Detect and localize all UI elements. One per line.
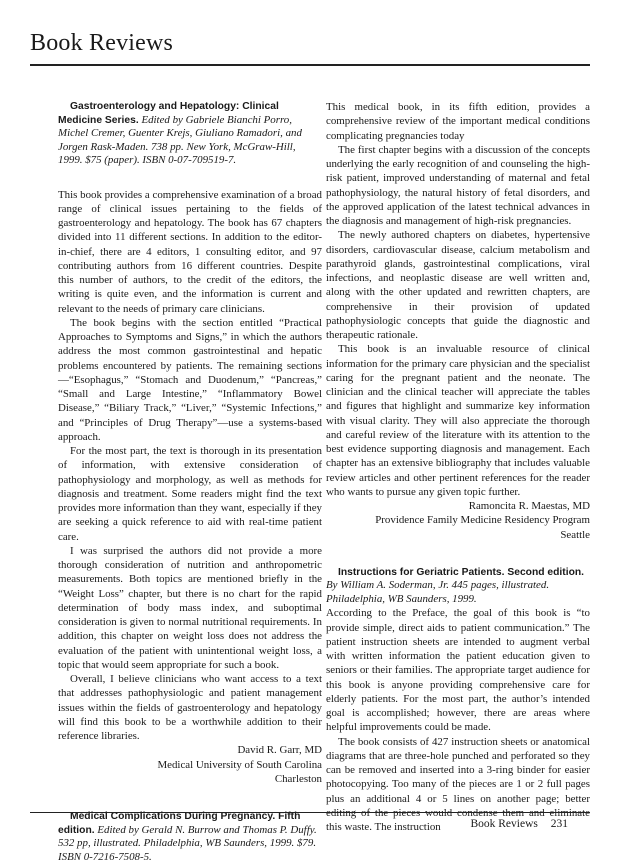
reviewer-city: Seattle <box>560 528 590 541</box>
review-citation: Edited by Gerald N. Burrow and Thomas P. Duffy. 532 pp, illustrated. Philadelphia, WB Saunders, 1999. $79. ISBN 0-7216-7508-5. <box>58 823 317 863</box>
review-title: Gastroenterology and Hepatology: Clinical Medicine Series. <box>58 101 279 126</box>
reviewer-affiliation: Medical University of South Carolina <box>157 758 322 771</box>
right-column <box>326 100 590 834</box>
footer-rule <box>30 812 590 813</box>
review-paragraph: The book consists of 427 instruction sheets or anatomical diagrams that are three-hole punched and perforated so they can be removed and inserted into a 3-ring binder for easier photocopying. Too many of the pieces are 1 or 2 full pages plus an additional 4 or 5 lines on another page; better editing of the pieces would condense them and eliminate this waste. The instruction <box>326 735 590 833</box>
left-column <box>58 100 322 864</box>
review-paragraph: The book begins with the section entitled “Practical Approaches to Symptoms and Signs,” in which the authors address the most common gastrointestinal and hepatic problems encountered by patients. The remaining sections—“Esophagus,” “Stomach and Duodenum,” “Pancreas,” “Small and Large Intestine,” “Inflammatory Bowel Disease,” “Biliary Track,” “Liver,” “Systemic Infections,” and “Principles of Drug Therapy”—use a systems-based approach. <box>58 316 322 443</box>
review-heading <box>58 100 322 168</box>
running-footer <box>470 818 568 830</box>
reviewer-name: Ramoncita R. Maestas, MD <box>468 500 590 512</box>
review-paragraph: The first chapter begins with a discussion of the concepts underlying the early recognition of and counseling the high-risk patient, improved understanding of maternal and fetal pathophysiology, the natural history of fetal disorders, and the approved application of the latest technical advances in the diagnosis and management of high-risk pregnancies. <box>326 143 590 227</box>
review-title: Medical Complications During Pregnancy. Fifth edition. <box>58 811 301 836</box>
page-number: 231 <box>550 818 568 830</box>
reviewer-affiliation: Providence Family Medicine Residency Program <box>375 514 590 527</box>
review-paragraph: According to the Preface, the goal of this book is “to provide simple, direct aids to patient communication.” The patient instruction sheets are intended to augment verbal with written information the patient education given to seniors or their families. The appropriate target audience for this book is anyone providing comprehensive care for elderly patients. For the most part, the author’s intended goal is accomplished; however, there are areas where helpful improvements could be made. <box>326 607 590 734</box>
review-paragraph: For the most part, the text is thorough in its presentation of information, with extensive consideration of pathophysiology and morphology, as well as methods for diagnosis and treatment. Some readers might find the text provides more information than they want, especially if they are seeking a quick reference to aid with real-time patient care. <box>58 445 322 543</box>
review-paragraph: This book provides a comprehensive examination of a broad range of clinical issues pertaining to the fields of gastroenterology and hepatology. The book has 67 chapters divided into 11 different sections. In addition to the editor-in-chief, there are 4 editors, 1 consulting editor, and 97 contributing authors from 16 different countries. Despite this number of authors, to the credit of the editors, the writing is quite even, and the information is current and relevant to the needs of primary care clinicians. <box>58 188 322 315</box>
review-paragraph: Overall, I believe clinicians who want access to a text that addresses pathophysiologic and patient management issues within the fields of gastroenterology and hepatology will find this book to be a worthwhile addition to their reference libraries. <box>58 673 322 742</box>
reviewer-name: David R. Garr, MD <box>237 744 322 757</box>
review-heading <box>326 566 590 607</box>
review-title: Instructions for Geriatric Patients. Second edition. <box>338 566 585 578</box>
review-paragraph: This book is an invaluable resource of clinical information for the primary care physician and the specialist caring for the pregnant patient and the neonate. The clinician and the clinical teacher will appreciate the tables and figures that highlight and summarize key information with visual clarity. They will also appreciate the thorough and careful review of the literature with its attention to the best evidence supporting diagnosis and management. Each chapter has an extensive bibliography that includes valuable review articles and other pertinent references for the reader who wants to pursue any given topic further. <box>326 343 590 498</box>
page-header <box>30 28 590 66</box>
review-paragraph: The newly authored chapters on diabetes, hypertensive disorders, cardiovascular disease, calcium metabolism and parathyroid glands, gastrointestinal complications, viral infections, and neoplastic disease are well written and, along with the other updated and rewritten chapters, are comprehensive in their provision of updated pathophysiologic concepts that guide the diagnostic and therapeutic rationale. <box>326 229 590 341</box>
header-rule <box>30 64 590 66</box>
running-title: Book Reviews <box>470 818 538 830</box>
review-citation: Edited by Gabriele Bianchi Porro, Michel Cremer, Guenter Krejs, Giuliano Ramadori, and Jorgen Rask-Maden. 738 pp. New York, McGraw-Hill, 1999. $75 (paper). ISBN 0-07-709519-7. <box>58 113 302 166</box>
page-title: Book Reviews <box>30 30 174 56</box>
review-citation: By William A. Soderman, Jr. 445 pages, illustrated. Philadelphia, WB Saunders, 1999. <box>326 579 550 605</box>
review-heading <box>58 810 322 864</box>
reviewer-city: Charleston <box>274 772 322 785</box>
review-paragraph: This medical book, in its fifth edition, provides a comprehensive review of the important medical conditions complicating pregnancies today <box>326 101 590 142</box>
review-paragraph: I was surprised the authors did not provide a more thorough consideration of nutrition and anthropometric measurements. Both topics are mentioned briefly in the “Weight Loss” chapter, but there is no chart for the rapid determination of body mass index, and suboptimal consideration is given to normal nutritional requirements. In addition, this chapter on weight loss does not address the evaluation of the patient with unintentional weight loss, a topic that would seem appropriate for such a book. <box>58 544 322 671</box>
